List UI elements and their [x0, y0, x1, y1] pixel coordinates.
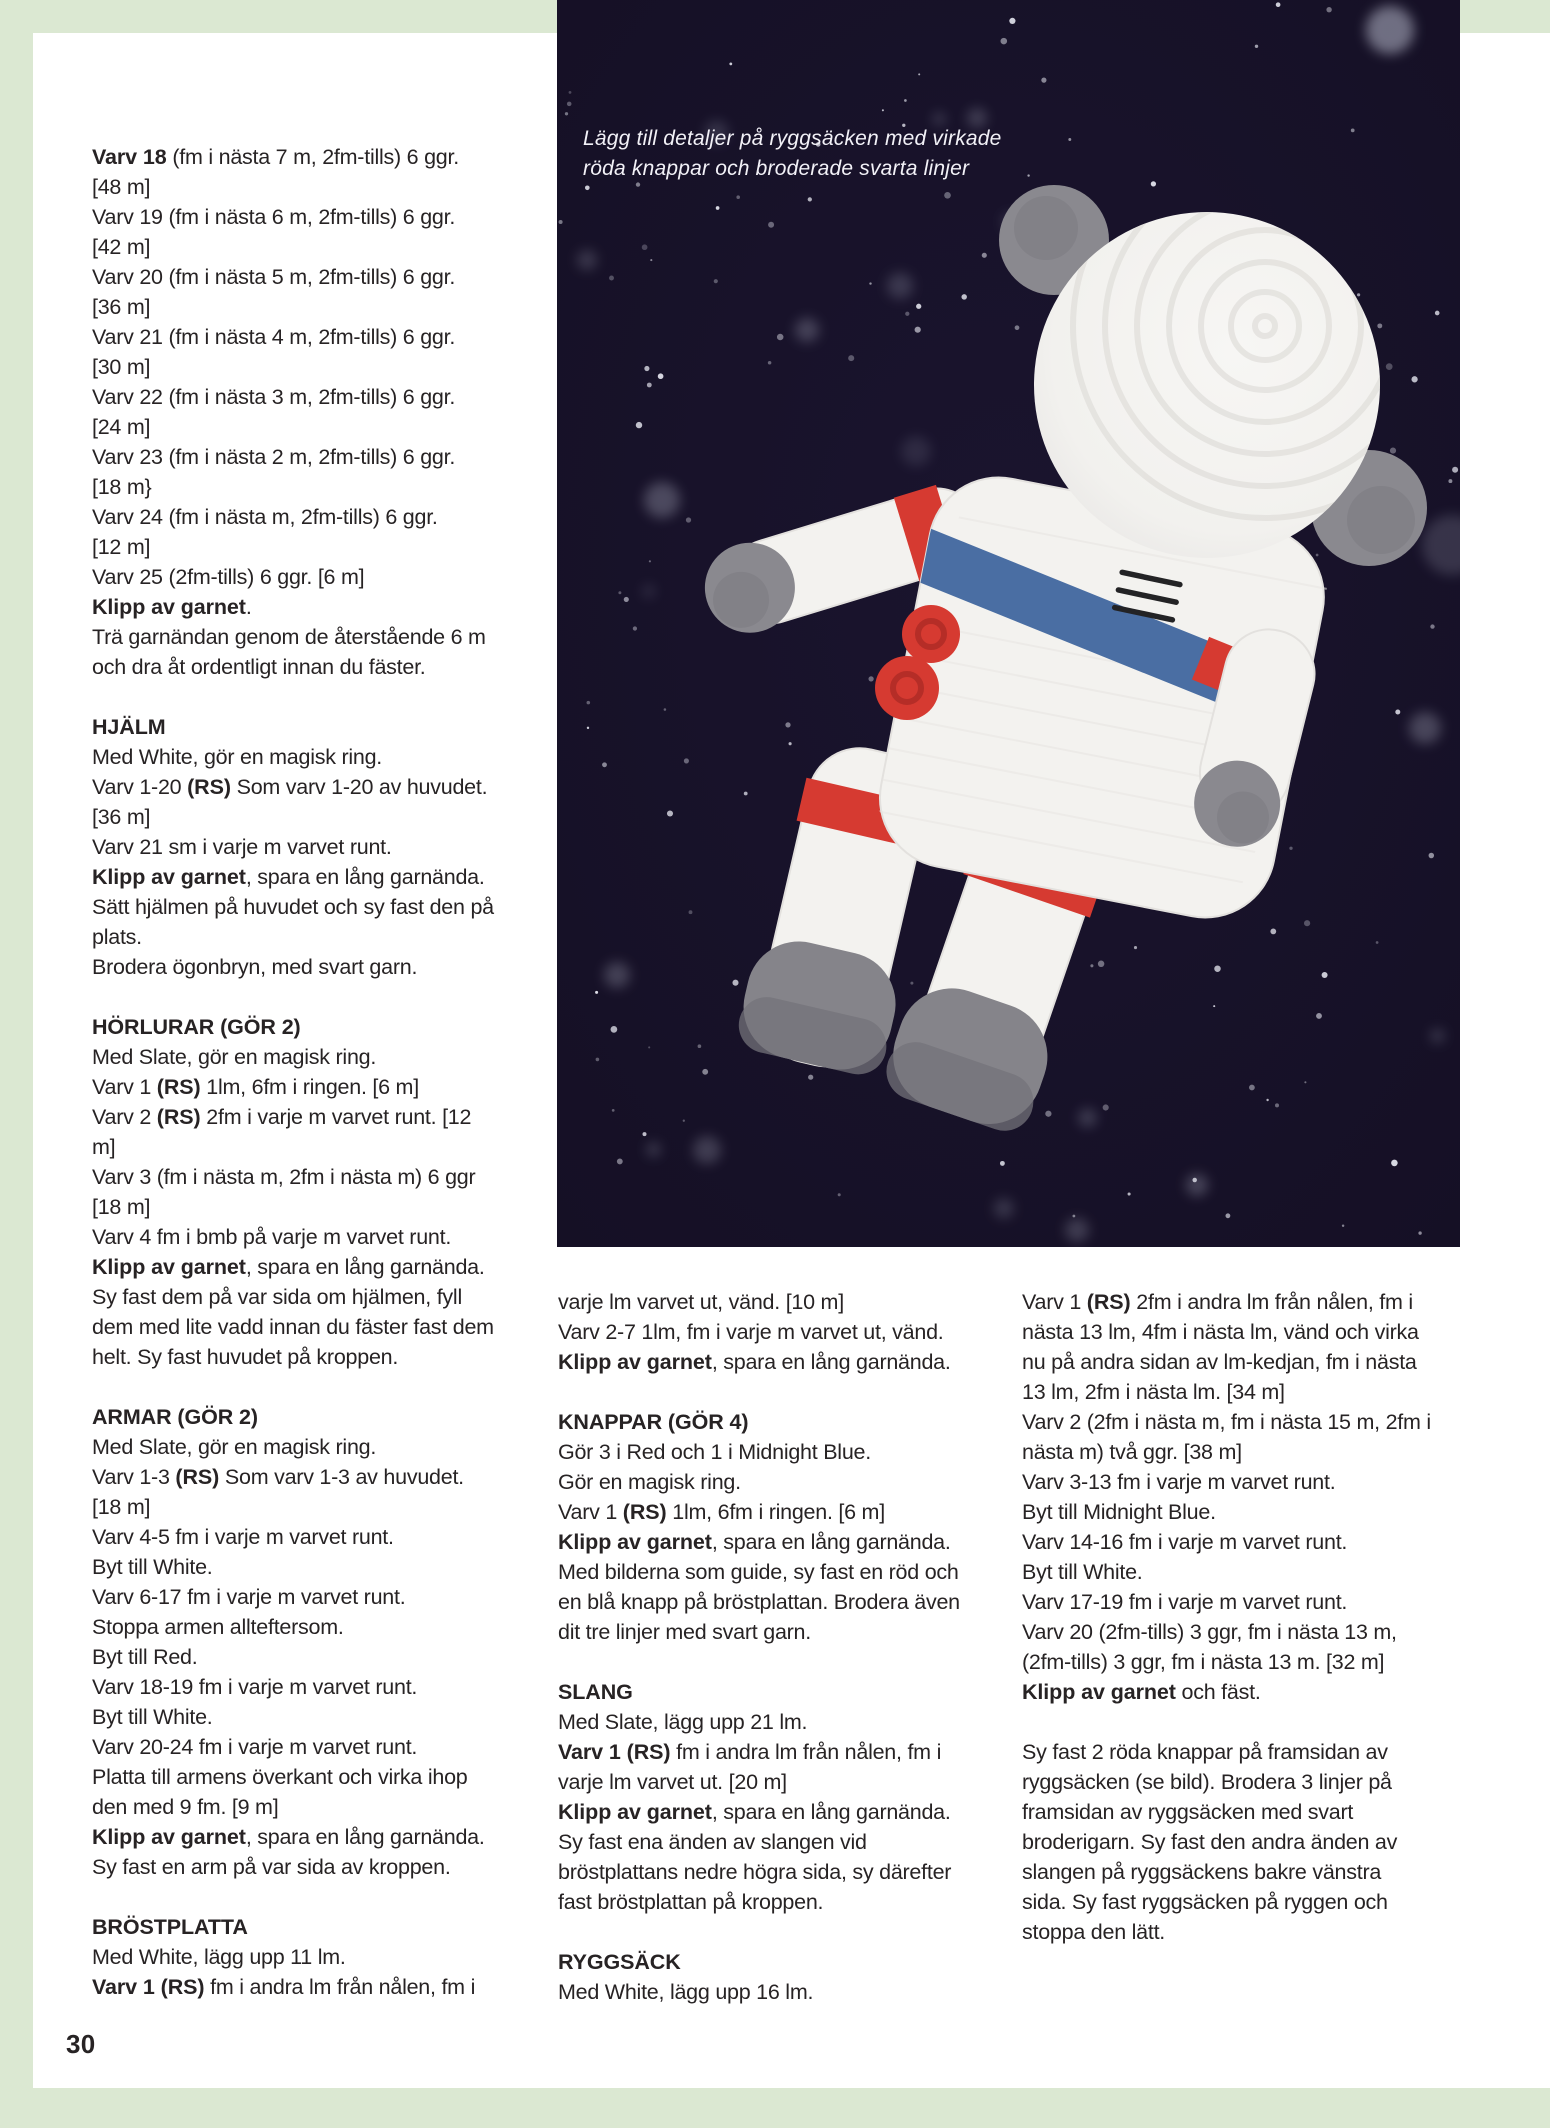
photo-caption-line: Lägg till detaljer på ryggsäcken med virkade: [583, 127, 1002, 150]
text-line: och dra åt ordentligt innan du fäster.: [92, 655, 426, 679]
text-line: [92, 1882, 537, 1912]
text-line: m]: [92, 1135, 116, 1159]
text-line: nästa m) två ggr. [38 m]: [1022, 1440, 1242, 1464]
astronaut-photo: [557, 0, 1460, 1247]
text-line: Sy fast 2 röda knappar på framsidan av: [1022, 1740, 1388, 1764]
text-line: Varv 20 (fm i nästa 5 m, 2fm-tills) 6 ggr.: [92, 265, 456, 289]
text-line: Varv 21 sm i varje m varvet runt.: [92, 835, 392, 859]
text-line: Klipp av garnet, spara en lång garnända.: [558, 1350, 951, 1374]
text-line: Varv 25 (2fm-tills) 6 ggr. [6 m]: [92, 565, 365, 589]
text-line: Varv 1-3 (RS) Som varv 1-3 av huvudet.: [92, 1465, 464, 1489]
text-line: SLANG: [558, 1680, 633, 1704]
page-border-left: [0, 0, 33, 2128]
text-line: Varv 18 (fm i nästa 7 m, 2fm-tills) 6 ggr.: [92, 145, 459, 169]
text-line: Sätt hjälmen på huvudet och sy fast den på: [92, 895, 494, 919]
text-line: [558, 1917, 1003, 1947]
text-line: Varv 4-5 fm i varje m varvet runt.: [92, 1525, 394, 1549]
page-border-bottom: [0, 2088, 1550, 2128]
text-line: Trä garnändan genom de återstående 6 m: [92, 625, 486, 649]
text-line: Varv 20 (2fm-tills) 3 ggr, fm i nästa 13 m,: [1022, 1620, 1397, 1644]
text-line: sida. Sy fast ryggsäcken på ryggen och: [1022, 1890, 1388, 1914]
text-line: Varv 1 (RS) fm i andra lm från nålen, fm i: [558, 1740, 942, 1764]
text-line: nu på andra sidan av lm-kedjan, fm i nästa: [1022, 1350, 1417, 1374]
text-line: varje lm varvet ut, vänd. [10 m]: [558, 1290, 844, 1314]
text-line: Varv 21 (fm i nästa 4 m, 2fm-tills) 6 ggr.: [92, 325, 456, 349]
text-line: Varv 2 (RS) 2fm i varje m varvet runt. [12: [92, 1105, 472, 1129]
text-line: ryggsäcken (se bild). Brodera 3 linjer på: [1022, 1770, 1392, 1794]
text-line: Brodera ögonbryn, med svart garn.: [92, 955, 418, 979]
text-line: Klipp av garnet och fäst.: [1022, 1680, 1261, 1704]
text-line: Varv 1 (RS) 1lm, 6fm i ringen. [6 m]: [92, 1075, 419, 1099]
text-line: Klipp av garnet, spara en lång garnända.: [558, 1800, 951, 1824]
text-line: helt. Sy fast huvudet på kroppen.: [92, 1345, 399, 1369]
text-line: den med 9 fm. [9 m]: [92, 1795, 279, 1819]
text-line: RYGGSÄCK: [558, 1950, 681, 1974]
text-line: [1022, 1707, 1472, 1737]
text-line: Platta till armens överkant och virka ihop: [92, 1765, 468, 1789]
text-line: Klipp av garnet, spara en lång garnända.: [92, 1825, 485, 1849]
text-line: Gör en magisk ring.: [558, 1470, 741, 1494]
text-line: Klipp av garnet.: [92, 595, 252, 619]
text-line: Klipp av garnet, spara en lång garnända.: [92, 865, 485, 889]
text-line: [48 m]: [92, 175, 151, 199]
text-line: Byt till White.: [92, 1705, 213, 1729]
text-line: (2fm-tills) 3 ggr, fm i nästa 13 m. [32 m]: [1022, 1650, 1385, 1674]
text-line: slangen på ryggsäckens bakre vänstra: [1022, 1860, 1382, 1884]
text-line: Varv 24 (fm i nästa m, 2fm-tills) 6 ggr.: [92, 505, 438, 529]
text-line: fast bröstplattan på kroppen.: [558, 1890, 824, 1914]
text-line: Varv 20-24 fm i varje m varvet runt.: [92, 1735, 418, 1759]
text-line: [36 m]: [92, 295, 151, 319]
text-line: Med White, lägg upp 11 lm.: [92, 1945, 346, 1969]
text-line: ARMAR (GÖR 2): [92, 1405, 258, 1429]
text-line: Varv 6-17 fm i varje m varvet runt.: [92, 1585, 406, 1609]
pattern-column-left: [92, 142, 537, 2002]
text-line: bröstplattans nedre högra sida, sy därefter: [558, 1860, 952, 1884]
text-line: Varv 17-19 fm i varje m varvet runt.: [1022, 1590, 1348, 1614]
text-line: [42 m]: [92, 235, 151, 259]
text-line: Varv 19 (fm i nästa 6 m, 2fm-tills) 6 ggr.: [92, 205, 456, 229]
text-line: Klipp av garnet, spara en lång garnända.: [92, 1255, 485, 1279]
text-line: Varv 22 (fm i nästa 3 m, 2fm-tills) 6 ggr.: [92, 385, 456, 409]
text-line: HJÄLM: [92, 715, 166, 739]
text-line: Varv 18-19 fm i varje m varvet runt.: [92, 1675, 418, 1699]
text-line: [18 m]: [92, 1195, 151, 1219]
text-line: dit tre linjer med svart garn.: [558, 1620, 811, 1644]
text-line: Varv 1-20 (RS) Som varv 1-20 av huvudet.: [92, 775, 488, 799]
text-line: broderigarn. Sy fast den andra änden av: [1022, 1830, 1398, 1854]
text-line: Varv 1 (RS) fm i andra lm från nålen, fm i: [92, 1975, 476, 1999]
text-line: Sy fast ena änden av slangen vid: [558, 1830, 867, 1854]
text-line: framsidan av ryggsäcken med svart: [1022, 1800, 1354, 1824]
text-line: Varv 3 (fm i nästa m, 2fm i nästa m) 6 ggr: [92, 1165, 476, 1189]
text-line: Sy fast en arm på var sida av kroppen.: [92, 1855, 451, 1879]
pattern-column-right: [1022, 1287, 1472, 1947]
text-line: [18 m}: [92, 475, 152, 499]
text-line: [24 m]: [92, 415, 151, 439]
text-line: Varv 3-13 fm i varje m varvet runt.: [1022, 1470, 1336, 1494]
text-line: Varv 2-7 1lm, fm i varje m varvet ut, vänd.: [558, 1320, 944, 1344]
text-line: [92, 1372, 537, 1402]
text-line: nästa 13 lm, 4fm i nästa lm, vänd och virka: [1022, 1320, 1419, 1344]
astronaut-photo-art: [557, 0, 1460, 1247]
text-line: [92, 982, 537, 1012]
page-number: 30: [66, 2029, 96, 2059]
text-line: Varv 14-16 fm i varje m varvet runt.: [1022, 1530, 1348, 1554]
text-line: Med bilderna som guide, sy fast en röd och: [558, 1560, 959, 1584]
text-line: Med White, lägg upp 16 lm.: [558, 1980, 814, 2004]
text-line: [30 m]: [92, 355, 151, 379]
photo-caption-line: röda knappar och broderade svarta linjer: [583, 157, 970, 180]
text-line: [36 m]: [92, 805, 151, 829]
text-line: Med Slate, gör en magisk ring.: [92, 1045, 377, 1069]
text-line: Varv 2 (2fm i nästa m, fm i nästa 15 m, 2fm i: [1022, 1410, 1431, 1434]
text-line: Gör 3 i Red och 1 i Midnight Blue.: [558, 1440, 871, 1464]
text-line: Med Slate, gör en magisk ring.: [92, 1435, 377, 1459]
text-line: BRÖSTPLATTA: [92, 1915, 248, 1939]
text-line: Klipp av garnet, spara en lång garnända.: [558, 1530, 951, 1554]
text-line: Varv 4 fm i bmb på varje m varvet runt.: [92, 1225, 452, 1249]
text-line: Varv 23 (fm i nästa 2 m, 2fm-tills) 6 ggr.: [92, 445, 456, 469]
text-line: varje lm varvet ut. [20 m]: [558, 1770, 787, 1794]
text-line: [558, 1377, 1003, 1407]
text-line: [558, 1647, 1003, 1677]
photo-caption: [583, 124, 1002, 184]
text-line: Med White, gör en magisk ring.: [92, 745, 383, 769]
text-line: plats.: [92, 925, 142, 949]
text-line: [12 m]: [92, 535, 151, 559]
text-line: [92, 682, 537, 712]
text-line: Byt till Red.: [92, 1645, 198, 1669]
text-line: en blå knapp på bröstplattan. Brodera även: [558, 1590, 960, 1614]
pattern-column-middle: [558, 1287, 1003, 2007]
text-line: Varv 1 (RS) 2fm i andra lm från nålen, fm i: [1022, 1290, 1413, 1314]
text-line: Med Slate, lägg upp 21 lm.: [558, 1710, 808, 1734]
text-line: dem med lite vadd innan du fäster fast dem: [92, 1315, 494, 1339]
text-line: HÖRLURAR (GÖR 2): [92, 1015, 301, 1039]
text-line: [18 m]: [92, 1495, 151, 1519]
text-line: Stoppa armen allteftersom.: [92, 1615, 344, 1639]
text-line: Varv 1 (RS) 1lm, 6fm i ringen. [6 m]: [558, 1500, 885, 1524]
text-line: Sy fast dem på var sida om hjälmen, fyll: [92, 1285, 462, 1309]
text-line: Byt till Midnight Blue.: [1022, 1500, 1216, 1524]
text-line: 13 lm, 2fm i nästa lm. [34 m]: [1022, 1380, 1285, 1404]
text-line: stoppa den lätt.: [1022, 1920, 1166, 1944]
text-line: Byt till White.: [1022, 1560, 1143, 1584]
text-line: Byt till White.: [92, 1555, 213, 1579]
text-line: KNAPPAR (GÖR 4): [558, 1410, 749, 1434]
